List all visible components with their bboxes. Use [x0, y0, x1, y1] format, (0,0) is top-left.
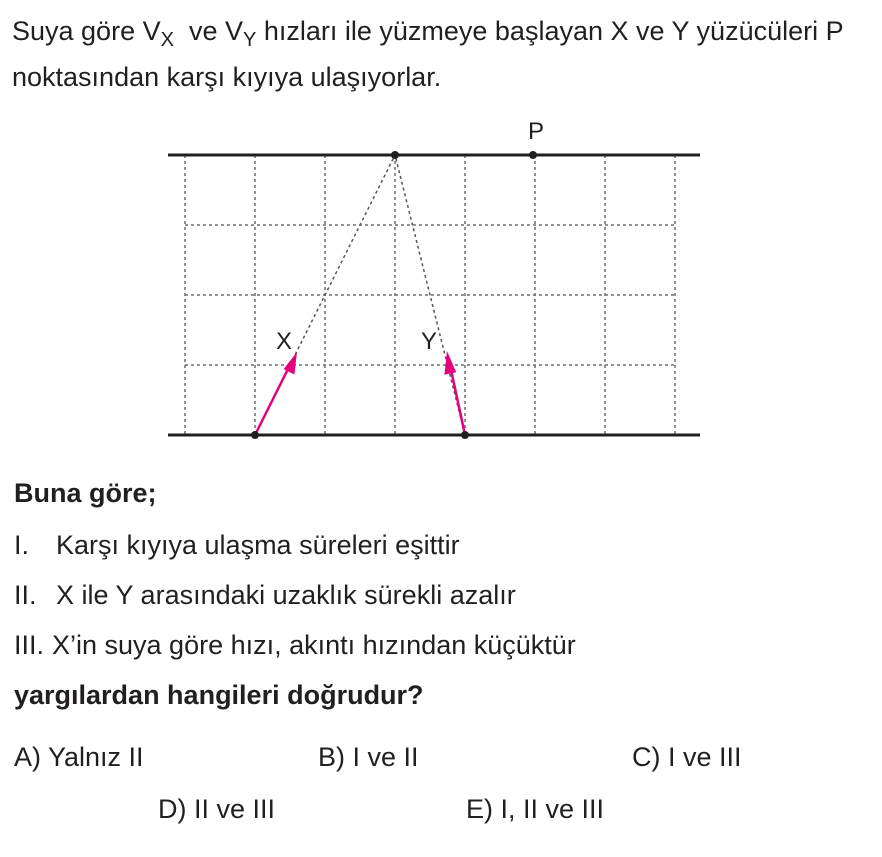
x-velocity-arrow: [255, 365, 290, 435]
statement-3: [14, 630, 576, 661]
point-p-dot: [529, 151, 537, 159]
statement-1-number: I.: [14, 530, 30, 560]
y-velocity-arrow: [450, 365, 465, 435]
question-part-1: Suya göre V: [12, 16, 161, 46]
choice-b[interactable]: B) I ve II: [318, 742, 419, 772]
choice-c[interactable]: C) I ve III: [632, 742, 742, 772]
statement-2-text: X ile Y arasındaki uzaklık sürekli azalır: [56, 580, 516, 610]
question-part-2: ve V: [188, 16, 243, 46]
y-start-dot: [461, 431, 469, 439]
statement-1: [14, 530, 460, 561]
x-start-dot: [251, 431, 259, 439]
label-p: P: [527, 118, 545, 145]
statement-3-number: III.: [14, 630, 45, 660]
choice-d[interactable]: D) II ve III: [158, 794, 276, 824]
y-arrowhead: [444, 351, 456, 375]
choice-e[interactable]: E) I, II ve III: [466, 794, 605, 824]
closing-question: yargılardan hangileri doğrudur?: [14, 680, 424, 710]
question-text: [12, 8, 872, 100]
statement-1-text: Karşı kıyıya ulaşma süreleri eşittir: [56, 530, 460, 560]
river-diagram: [0, 110, 882, 470]
choice-a[interactable]: A) Yalnız II: [14, 742, 144, 772]
question-part-3: hızları ile yüzmeye başlayan X ve Y yüzücüleri P noktasından karşı kıyıya ulaşıyorlar.: [12, 16, 844, 92]
statement-2-number: II.: [14, 580, 37, 610]
subscript-x: X: [160, 29, 174, 51]
statement-3-text: X’in suya göre hızı, akıntı hızından küçüktür: [52, 630, 576, 660]
lead-text: Buna göre;: [14, 478, 157, 508]
label-y: Y: [420, 328, 438, 355]
label-x: X: [275, 328, 293, 355]
subscript-y: Y: [242, 29, 257, 51]
meeting-point-dot: [391, 151, 399, 159]
y-path-dotted: [395, 155, 465, 435]
statement-2: [14, 580, 516, 611]
